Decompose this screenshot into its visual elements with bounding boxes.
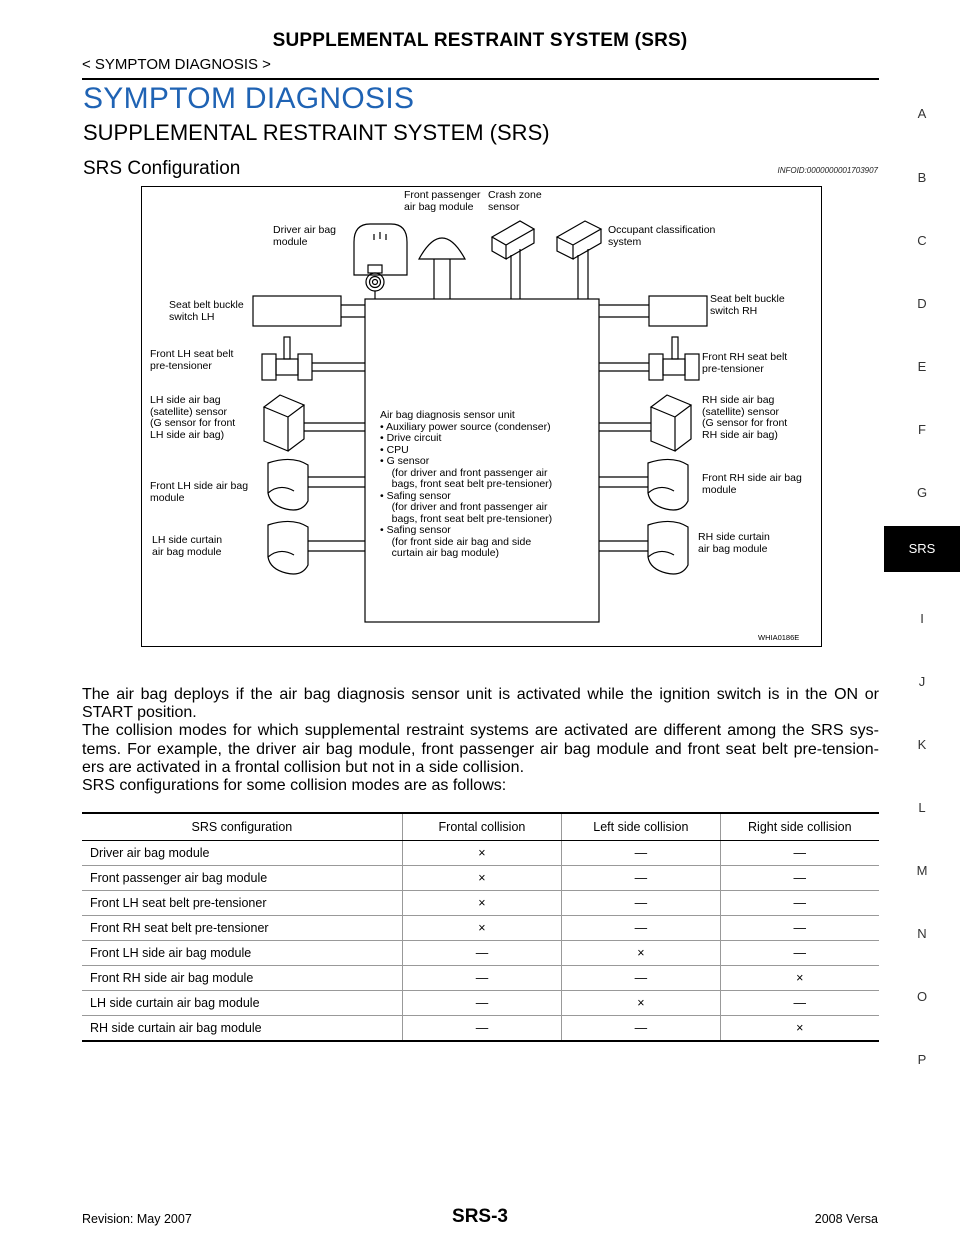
- table-cell: —: [720, 941, 879, 966]
- label-satellite-rh: RH side air bag (satellite) sensor (G sensor for front RH side air bag): [702, 394, 788, 441]
- satellite-lh-shape: [264, 395, 304, 451]
- table-cell: —: [562, 916, 720, 941]
- label-side-airbag-lh: Front LH side air bag module: [150, 480, 249, 504]
- table-cell: ×: [402, 891, 561, 916]
- section-tab-srs-active[interactable]: SRS: [884, 526, 960, 572]
- section-tab-b[interactable]: B: [917, 170, 927, 185]
- section-tab-j[interactable]: J: [918, 674, 926, 689]
- section-tab-c[interactable]: C: [917, 233, 927, 248]
- table-row: [82, 966, 879, 991]
- section-tab-f[interactable]: F: [918, 422, 926, 437]
- table-cell: ×: [562, 991, 720, 1016]
- side-airbag-rh-shape: [648, 459, 688, 510]
- label-front-passenger: Front passenger air bag module: [404, 189, 481, 213]
- curtain-rh-shape: [648, 521, 688, 574]
- table-cell: —: [720, 866, 879, 891]
- table-cell: Driver air bag module: [82, 841, 402, 866]
- section-tab-p[interactable]: P: [917, 1052, 927, 1067]
- col-header: Right side collision: [720, 813, 879, 841]
- table-cell: ×: [720, 1016, 879, 1042]
- label-driver-airbag: Driver air bag module: [273, 224, 337, 248]
- label-curtain-lh: LH side curtain air bag module: [152, 534, 223, 558]
- table-cell: —: [402, 941, 561, 966]
- col-header: SRS configuration: [82, 813, 402, 841]
- col-header: Left side collision: [562, 813, 720, 841]
- para1-line2: START position.: [82, 704, 197, 722]
- doc-header-title: SUPPLEMENTAL RESTRAINT SYSTEM (SRS): [272, 30, 688, 51]
- footer-model: 2008 Versa: [814, 1212, 878, 1226]
- section-tab-i[interactable]: I: [920, 611, 924, 626]
- section-tab-d[interactable]: D: [917, 296, 927, 311]
- label-pretensioner-rh: Front RH seat belt pre-tensioner: [702, 351, 788, 375]
- body-text: [82, 686, 879, 795]
- label-satellite-lh: LH side air bag (satellite) sensor (G sensor for front LH side air bag): [150, 394, 236, 441]
- table-row: [82, 916, 879, 941]
- srs-diagram: [141, 186, 822, 647]
- table-cell: Front LH side air bag module: [82, 941, 402, 966]
- header-rule: [82, 78, 879, 80]
- para2-line3: ers are activated in a frontal collision but not in a side collision.: [82, 758, 525, 776]
- table-cell: Front RH side air bag module: [82, 966, 402, 991]
- table-row: [82, 941, 879, 966]
- section-tab-a[interactable]: A: [917, 106, 927, 121]
- section-tab-l[interactable]: L: [918, 800, 926, 815]
- table-cell: Front RH seat belt pre-tensioner: [82, 916, 402, 941]
- table-cell: —: [402, 1016, 561, 1042]
- para1-line1: The air bag deploys if the air bag diagnosis sensor unit is activated while the ignition switch is in the ON or: [82, 686, 879, 703]
- section-tab-o[interactable]: O: [916, 989, 928, 1004]
- srs-configuration-table: [82, 812, 879, 1042]
- table-cell: ×: [562, 941, 720, 966]
- table-cell: —: [402, 966, 561, 991]
- table-cell: ×: [402, 841, 561, 866]
- table-cell: —: [402, 991, 561, 1016]
- table-row: [82, 1016, 879, 1042]
- label-side-airbag-rh: Front RH side air bag module: [702, 472, 802, 496]
- label-diagnosis-unit: Air bag diagnosis sensor unit • Auxiliary power source (condenser) • Drive circuit • CPU • G sensor (for driver and front passenger air bags, front seat belt pre-tensioner) • Safing sensor (for driver and front passenger air bags, front seat belt pre-tensioner) • Safing sensor (for front side air bag and side curtain air bag module): [380, 409, 553, 559]
- table-cell: ×: [402, 866, 561, 891]
- buckle-rh-shape: [649, 296, 707, 326]
- table-cell: —: [562, 966, 720, 991]
- table-cell: —: [720, 841, 879, 866]
- table-cell: —: [720, 891, 879, 916]
- table-cell: ×: [720, 966, 879, 991]
- curtain-lh-shape: [268, 521, 308, 574]
- label-buckle-lh: Seat belt buckle switch LH: [169, 299, 244, 323]
- table-cell: —: [720, 916, 879, 941]
- info-id: INFOID:0000000001703907: [777, 166, 878, 175]
- section-tab-g[interactable]: G: [916, 485, 928, 500]
- passenger-airbag-shape: [419, 238, 465, 259]
- table-cell: —: [562, 1016, 720, 1042]
- pretensioner-lh-shape: [262, 354, 276, 380]
- table-cell: LH side curtain air bag module: [82, 991, 402, 1016]
- table-row: [82, 991, 879, 1016]
- section-tab-n[interactable]: N: [917, 926, 927, 941]
- para2-line2: tems. For example, the driver air bag module, front passenger air bag module and front seat belt pre-tension-: [82, 740, 879, 758]
- footer-revision: Revision: May 2007: [82, 1212, 192, 1226]
- section-tab-m[interactable]: M: [916, 863, 928, 878]
- section-heading: SYMPTOM DIAGNOSIS: [83, 82, 415, 115]
- crash-zone-sensor-shape: [492, 221, 534, 259]
- table-row: [82, 891, 879, 916]
- driver-airbag-shape: [354, 224, 407, 275]
- buckle-lh-shape: [253, 296, 341, 326]
- figure-id: WHIA0186E: [758, 633, 800, 642]
- table-cell: —: [562, 866, 720, 891]
- subheading: SRS Configuration: [83, 158, 241, 179]
- table-row: [82, 841, 879, 866]
- section-tab-k[interactable]: K: [917, 737, 927, 752]
- pretensioner-rh-shape: [649, 354, 663, 380]
- footer-page-number: SRS-3: [452, 1206, 508, 1227]
- col-header: Frontal collision: [402, 813, 561, 841]
- occupant-classification-shape: [557, 221, 601, 259]
- breadcrumb: < SYMPTOM DIAGNOSIS >: [82, 56, 271, 73]
- para3: SRS configurations for some collision modes are as follows:: [82, 777, 507, 795]
- section-tab-e[interactable]: E: [917, 359, 927, 374]
- label-occupant: Occupant classification system: [608, 224, 716, 248]
- table-cell: RH side curtain air bag module: [82, 1016, 402, 1042]
- table-header-row: [82, 813, 879, 841]
- label-curtain-rh: RH side curtain air bag module: [698, 531, 770, 555]
- table-cell: Front LH seat belt pre-tensioner: [82, 891, 402, 916]
- label-buckle-rh: Seat belt buckle switch RH: [710, 293, 785, 317]
- side-airbag-lh-shape: [268, 459, 308, 510]
- table-row: [82, 866, 879, 891]
- label-pretensioner-lh: Front LH seat belt pre-tensioner: [150, 348, 234, 372]
- spiral-cable-shape: [366, 273, 384, 291]
- satellite-rh-shape: [651, 395, 691, 451]
- table-cell: Front passenger air bag module: [82, 866, 402, 891]
- table-cell: —: [562, 841, 720, 866]
- table-cell: —: [720, 991, 879, 1016]
- table-cell: —: [562, 891, 720, 916]
- label-crash-zone: Crash zone sensor: [488, 189, 542, 213]
- para2-line1: The collision modes for which supplemental restraint systems are activated are different among the SRS sys-: [82, 722, 879, 740]
- table-cell: ×: [402, 916, 561, 941]
- page-title: SUPPLEMENTAL RESTRAINT SYSTEM (SRS): [83, 120, 550, 145]
